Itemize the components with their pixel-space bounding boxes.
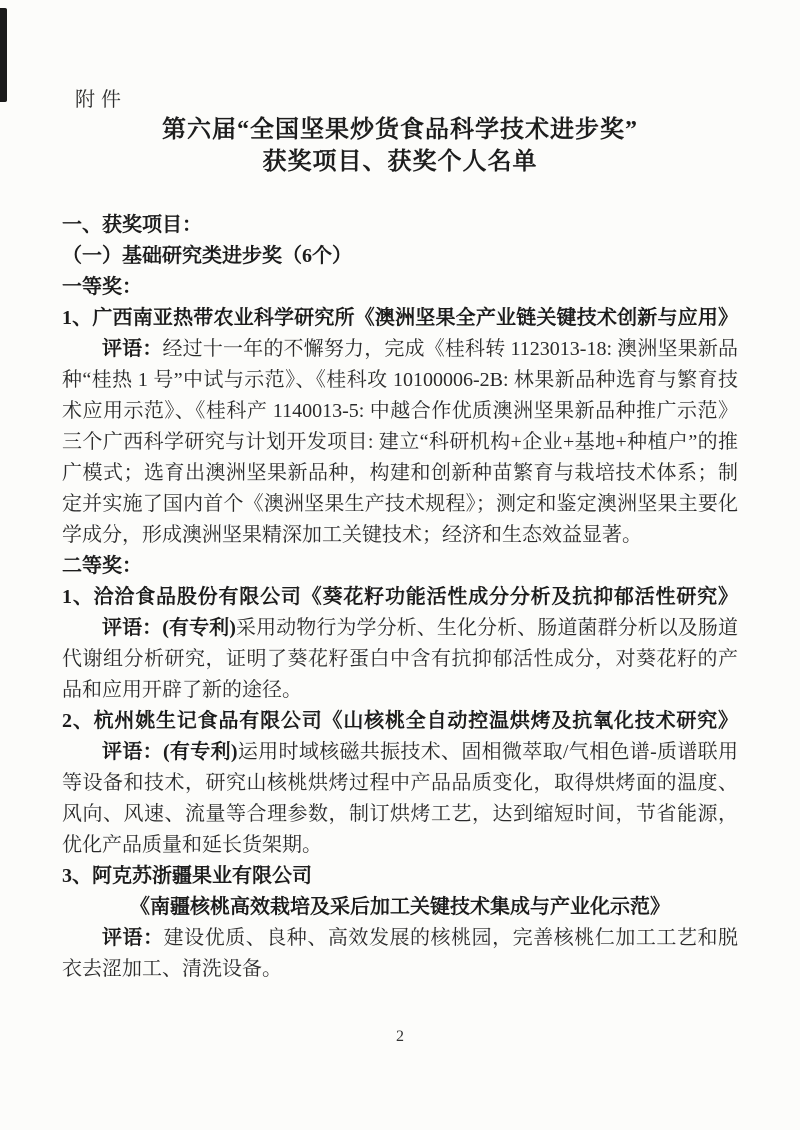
review-label: 评语： [102, 617, 163, 639]
document-title [0, 114, 800, 178]
review-label: 评语： [102, 741, 163, 763]
page-number: 2 [396, 1028, 404, 1045]
review-text: 建设优质、良种、高效发展的核桃园，完善核桃仁加工工艺和脱衣去涩加工、清洗设备。 [62, 927, 739, 980]
title-line-2: 获奖项目、获奖个人名单 [262, 149, 538, 175]
second-prize-item-2-title: 2、杭州姚生记食品有限公司《山核桃全自动控温烘烤及抗氧化技术研究》 [62, 710, 738, 732]
attachment-label: 附件 [75, 89, 127, 111]
review-text: 运用时域核磁共振技术、固相微萃取/气相色谱-质谱联用等设备和技术，研究山核桃烘烤过程中产品品质变化，取得烘烤面的温度、风向、风速、流量等合理参数，制订烘烤工艺，达到缩短时间，节省能源，优化产品质量和延长货架期。 [62, 741, 738, 856]
first-prize-item-1-review [62, 334, 738, 551]
first-prize-label: 一等奖： [62, 276, 142, 298]
second-prize-item-3-subtitle: 《南疆核桃高效栽培及采后加工关键技术集成与产业化示范》 [130, 896, 670, 918]
first-prize-item-1-title: 1、广西南亚热带农业科学研究所《澳洲坚果全产业链关键技术创新与应用》 [62, 307, 738, 329]
second-prize-item-3-review [62, 923, 738, 985]
second-prize-item-3-title: 3、阿克苏浙疆果业有限公司 [62, 865, 312, 887]
section-heading: 一、获奖项目： [62, 214, 202, 236]
patent-note: (有专利) [162, 617, 236, 639]
review-text: 经过十一年的不懈努力，完成《桂科转 1123013-18: 澳洲坚果新品种“桂热 1 号”中试与示范》、《桂科攻 10100006-2B: 林果新品种选育与繁育技术应用示范》、《桂科产 1140013-5: 中越合作优质澳洲坚果新品种推广示范》三个广西科学研究与计划开发项目: 建立“科研机构+企业+基地+种植户”的推广模式；选育出澳洲坚果新品种，构建和创新种苗繁育与栽培技术体系；制定并实施了国内首个《澳洲坚果生产技术规程》；测定和鉴定澳洲坚果主要化学成分，形成澳洲坚果精深加工关键技术；经济和生态效益显著。 [62, 338, 739, 546]
second-prize-item-1-review [62, 613, 738, 706]
title-line-1: 第六届“全国坚果炒货食品科学技术进步奖” [162, 117, 638, 143]
second-prize-label: 二等奖： [62, 555, 142, 577]
second-prize-item-2-review [62, 737, 738, 861]
review-label: 评语： [102, 927, 164, 949]
patent-note: (有专利) [162, 741, 238, 763]
second-prize-item-1-title: 1、洽洽食品股份有限公司《葵花籽功能活性成分分析及抗抑郁活性研究》 [62, 586, 738, 608]
category-heading: （一）基础研究类进步奖（6个） [62, 245, 352, 267]
scan-artifact [0, 8, 7, 102]
review-text: 采用动物行为学分析、生化分析、肠道菌群分析以及肠道代谢组分析研究，证明了葵花籽蛋白中含有抗抑郁活性成分，对葵花籽的产品和应用开辟了新的途径。 [62, 617, 739, 701]
review-label: 评语： [102, 338, 163, 360]
document-body [62, 210, 738, 985]
